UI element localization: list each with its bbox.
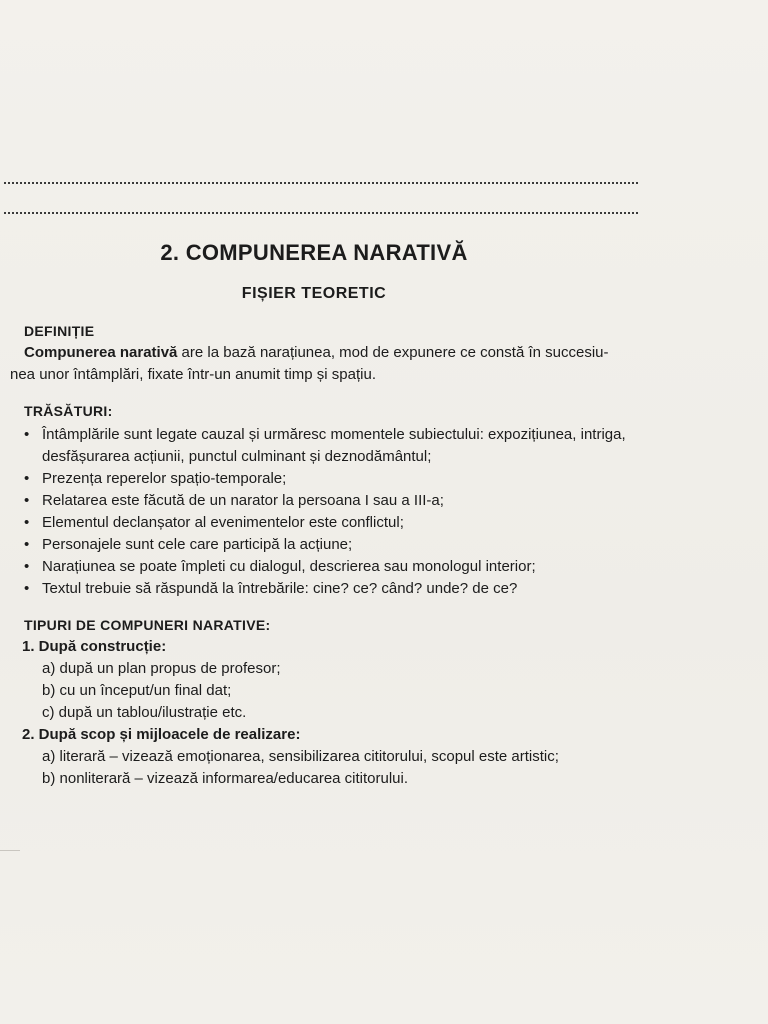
page-edge-mark (0, 840, 20, 851)
list-item: • Întâmplările sunt legate cauzal și urmăresc momentele subiectului: expozițiunea, intriga, desfășurarea acțiunii, punctul culminant și deznodământul; (24, 424, 678, 468)
features-section (8, 400, 708, 600)
list-item: b) cu un început/un final dat; (42, 682, 232, 699)
dotted-line (4, 212, 638, 214)
list-item: b) nonliterară – vizează informarea/educarea cititorului. (42, 770, 409, 787)
definition-continuation: nea unor întâmplări, fixate într-un anumit timp și spațiu. (10, 366, 377, 383)
main-content (8, 320, 708, 790)
list-item: • Prezența reperelor spațio-temporale; (24, 468, 678, 490)
features-heading: TRĂSĂTURI: (24, 403, 113, 419)
list-item: • Elementul declanșator al evenimentelor este conflictul; (24, 512, 678, 534)
page-subtitle: FIȘIER TEORETIC (241, 285, 387, 302)
type-group-label: 1. După construcție: (22, 638, 167, 655)
list-item: a) după un plan propus de profesor; (42, 660, 281, 677)
definition-term: Compunerea narativă (24, 344, 178, 361)
types-heading: TIPURI DE COMPUNERI NARATIVE: (24, 617, 271, 633)
dotted-line (4, 182, 638, 184)
definition-section (8, 320, 708, 386)
definition-heading: DEFINIȚIE (24, 323, 95, 339)
definition-paragraph (10, 342, 678, 386)
list-item: • Textul trebuie să răspundă la întrebările: cine? ce? când? unde? de ce? (24, 578, 678, 600)
list-item: • Relatarea este făcută de un narator la persoana I sau a III-a; (24, 490, 678, 512)
page-title: 2. COMPUNEREA NARATIVĂ (160, 240, 468, 265)
list-item: • Narațiunea se poate împleti cu dialogul, descrierea sau monologul interior; (24, 556, 678, 578)
types-section (8, 614, 708, 790)
list-item: c) după un tablou/ilustrație etc. (42, 704, 247, 721)
list-item: • Personajele sunt cele care participă la acțiune; (24, 534, 678, 556)
features-list (24, 424, 708, 600)
type-group-label: 2. După scop și mijloacele de realizare: (22, 726, 301, 743)
definition-text: are la bază narațiunea, mod de expunere ce constă în succesiu- (177, 344, 609, 361)
list-item: a) literară – vizează emoționarea, sensibilizarea cititorului, scopul este artistic; (42, 748, 559, 765)
